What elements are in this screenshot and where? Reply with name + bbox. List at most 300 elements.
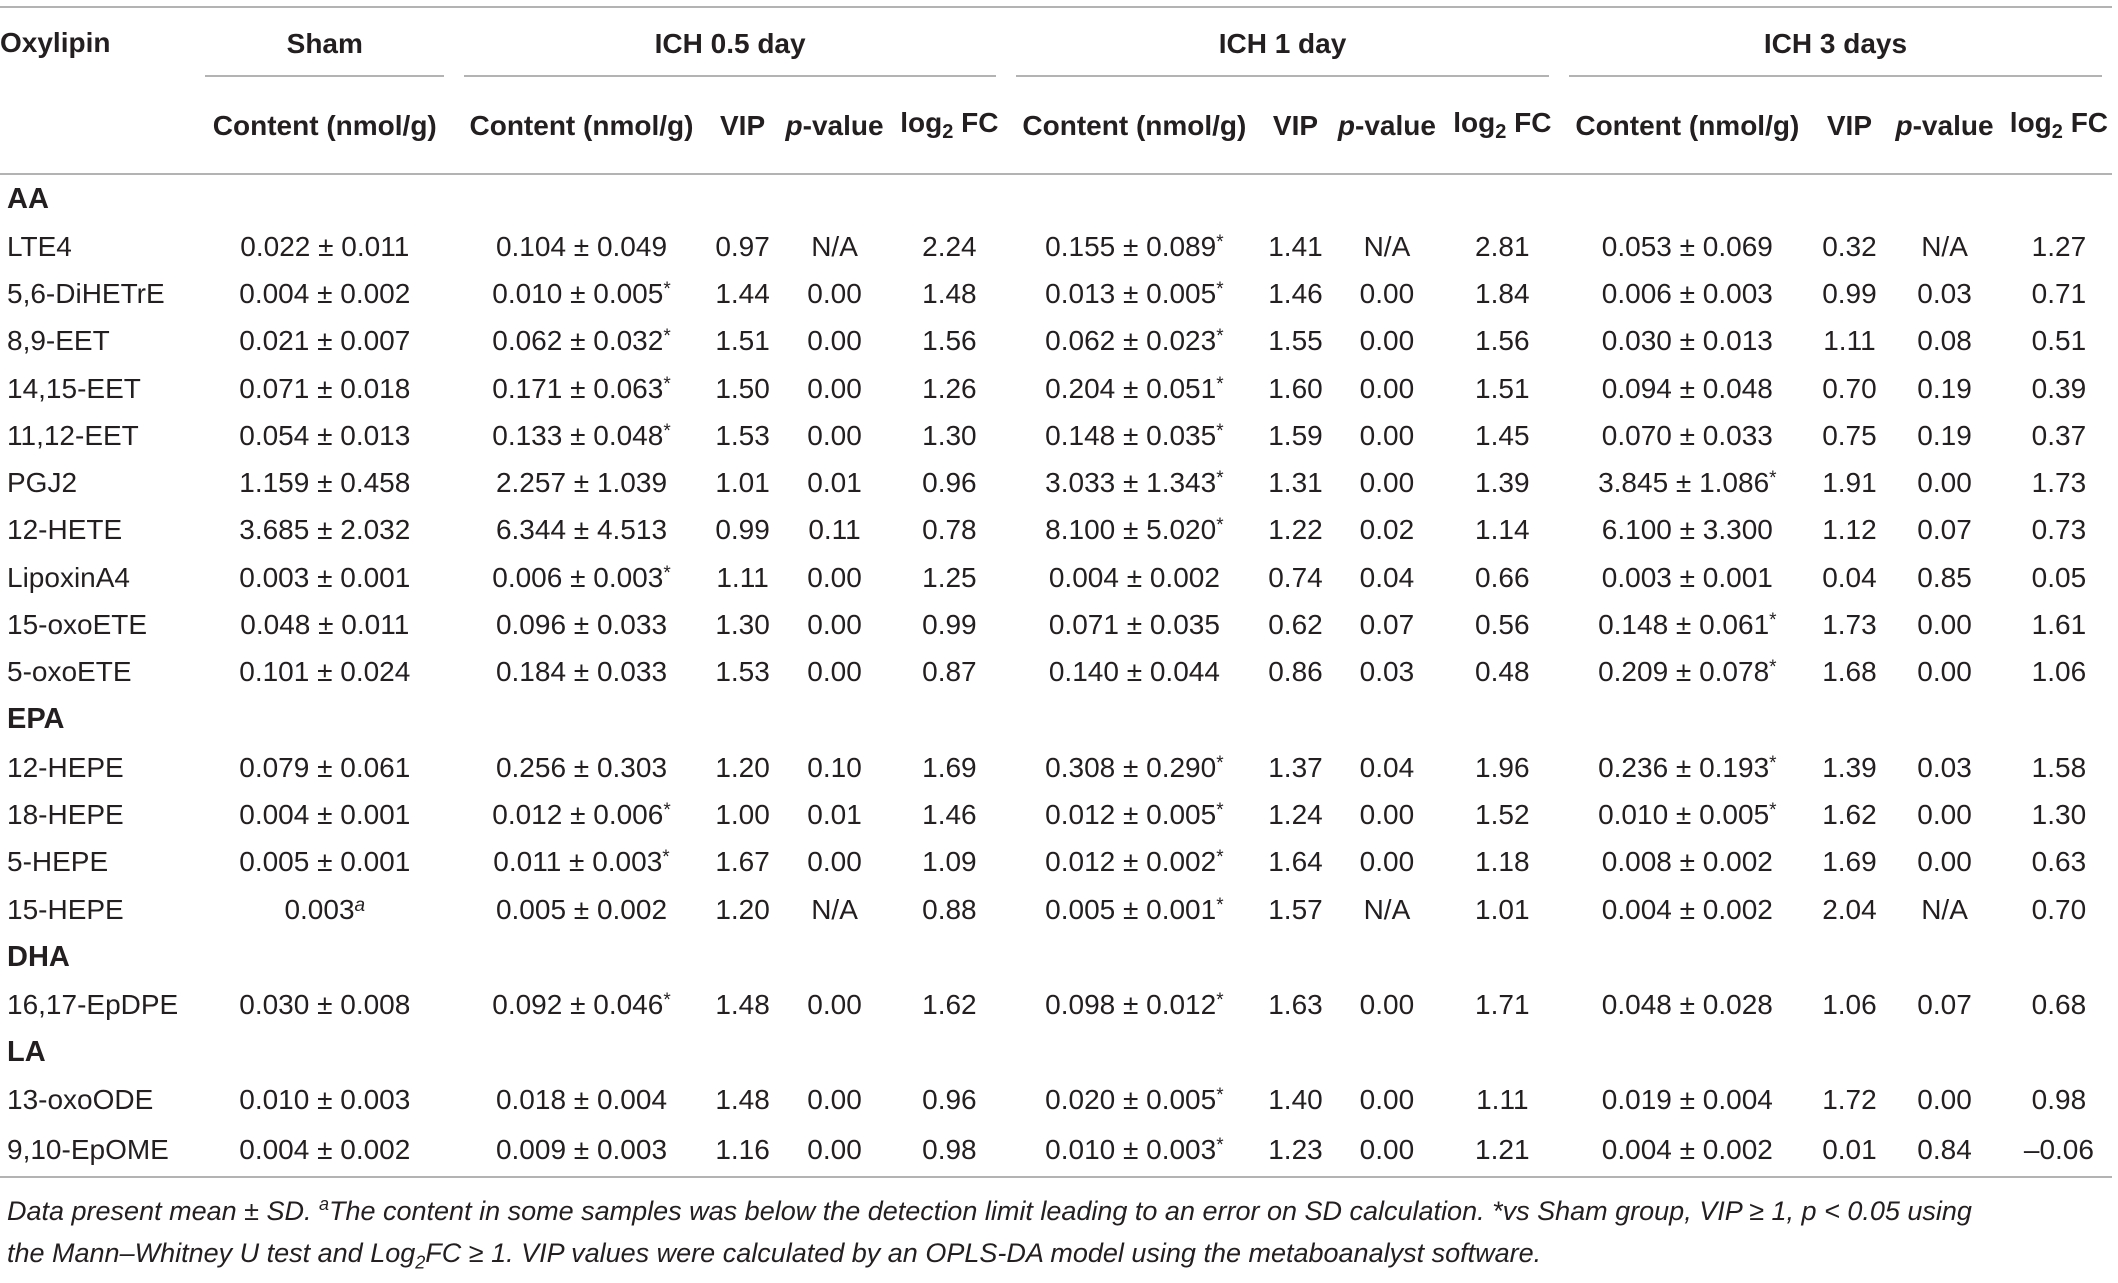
pvalue-cell: 0.01 <box>807 798 862 830</box>
vip-cell: 1.44 <box>715 277 770 309</box>
significance-marker: * <box>1216 231 1224 253</box>
vip-cell: 1.39 <box>1822 751 1877 783</box>
content-cell: 6.100 ± 3.300 <box>1601 514 1773 546</box>
content-cell: 0.030 ± 0.013 <box>1601 325 1773 357</box>
table-row <box>0 1076 2112 1123</box>
significance-marker: * <box>1216 515 1224 537</box>
section-label: LA <box>7 1035 46 1068</box>
significance-marker: * <box>663 278 671 300</box>
content-cell: 0.140 ± 0.044 <box>1048 656 1220 688</box>
significance-marker: * <box>1769 799 1777 821</box>
vip-cell: 1.01 <box>715 467 770 499</box>
vip-cell: 0.75 <box>1822 419 1877 451</box>
content-cell: 0.256 ± 0.303 <box>495 751 668 783</box>
group-header-sham: Sham <box>195 7 454 78</box>
significance-marker: * <box>1216 1134 1224 1156</box>
pvalue-cell: 0.00 <box>1917 1084 1972 1116</box>
log2fc-cell: 0.73 <box>2031 514 2087 546</box>
pvalue-cell: N/A <box>1363 893 1411 925</box>
vip-cell: 1.30 <box>715 609 770 641</box>
content-header: Content (nmol/g) <box>1022 109 1247 141</box>
log2fc-cell: 1.96 <box>1475 751 1530 783</box>
pvalue-cell: 0.03 <box>1917 751 1972 783</box>
oxylipin-name-cell: 12-HETE <box>7 514 123 546</box>
oxylipin-name-cell: 12-HEPE <box>7 751 124 783</box>
significance-marker: * <box>1216 752 1224 774</box>
vip-cell: 1.06 <box>1822 988 1877 1020</box>
section-header-row <box>0 933 2112 981</box>
content-header: Content (nmol/g) <box>469 109 694 141</box>
content-cell: 0.053 ± 0.069 <box>1601 230 1773 262</box>
significance-marker: * <box>663 373 671 395</box>
content-cell: 0.005 ± 0.002 <box>495 893 668 925</box>
vip-cell: 1.16 <box>715 1133 770 1165</box>
log2fc-cell: 1.25 <box>922 561 977 593</box>
group-header-ich-0-5-day: ICH 0.5 day <box>454 7 1006 78</box>
content-cell: 0.010 ± 0.005* <box>1598 798 1777 830</box>
pvalue-cell: 0.10 <box>807 751 862 783</box>
pvalue-cell: 0.04 <box>1359 561 1415 593</box>
vip-cell: 0.01 <box>1822 1133 1877 1165</box>
vip-cell: 0.86 <box>1268 656 1323 688</box>
table-row <box>0 318 2112 365</box>
vip-cell: 1.64 <box>1268 846 1323 878</box>
vip-cell: 1.24 <box>1268 798 1323 830</box>
significance-marker: * <box>1769 610 1777 632</box>
section-header-row <box>0 1028 2112 1076</box>
significance-marker: * <box>662 847 670 869</box>
table-row <box>0 554 2112 601</box>
group-header-ich-3-days: ICH 3 days <box>1559 7 2112 78</box>
sham-content-cell: 3.685 ± 2.032 <box>239 514 411 546</box>
table-row <box>0 1124 2112 1177</box>
log2fc-header: $\log_2$ FC <box>1453 107 1552 143</box>
pvalue-cell: 0.00 <box>807 1133 862 1165</box>
oxylipin-header: Oxylipin <box>0 27 111 58</box>
vip-cell: 1.41 <box>1268 230 1323 262</box>
log2fc-cell: 0.68 <box>2031 988 2087 1020</box>
pvalue-header: p-value <box>785 109 884 141</box>
content-cell: 0.004 ± 0.002 <box>1048 561 1220 593</box>
log2fc-cell: 0.56 <box>1475 609 1530 641</box>
content-cell: 0.010 ± 0.003* <box>1045 1133 1224 1165</box>
pvalue-cell: 0.00 <box>807 609 862 641</box>
section-label: AA <box>7 182 49 215</box>
pvalue-cell: 0.00 <box>807 419 862 451</box>
table-row <box>0 459 2112 506</box>
table-row <box>0 223 2112 270</box>
log2fc-cell: –0.06 <box>2023 1133 2094 1165</box>
pvalue-cell: 0.00 <box>807 656 862 688</box>
log2fc-cell: 1.51 <box>1475 372 1530 404</box>
log2fc-cell: 0.88 <box>922 893 977 925</box>
content-cell: 0.005 ± 0.001* <box>1045 893 1224 925</box>
pvalue-cell: 0.02 <box>1359 514 1415 546</box>
oxylipin-name-cell: LipoxinA4 <box>7 561 130 593</box>
table-row <box>0 744 2112 791</box>
pvalue-cell: 0.00 <box>807 561 862 593</box>
content-cell: 0.209 ± 0.078* <box>1598 656 1777 688</box>
vip-cell: 1.59 <box>1268 419 1323 451</box>
pvalue-cell: 0.00 <box>1359 1133 1415 1165</box>
oxylipin-table <box>0 6 2112 1178</box>
sham-content-cell: 0.005 ± 0.001 <box>239 846 411 878</box>
significance-marker: * <box>663 799 671 821</box>
table-row <box>0 507 2112 554</box>
table-row <box>0 981 2112 1028</box>
vip-cell: 1.63 <box>1268 988 1323 1020</box>
content-cell: 0.008 ± 0.002 <box>1601 846 1773 878</box>
vip-cell: 1.20 <box>715 893 770 925</box>
content-cell: 0.048 ± 0.028 <box>1601 988 1773 1020</box>
pvalue-cell: 0.00 <box>1359 277 1415 309</box>
pvalue-cell: 0.00 <box>1917 846 1972 878</box>
log2fc-cell: 1.62 <box>922 988 977 1020</box>
vip-cell: 1.48 <box>715 988 770 1020</box>
log2fc-cell: 0.71 <box>2031 277 2087 309</box>
significance-marker: * <box>663 562 671 584</box>
pvalue-header: p-value <box>1337 109 1436 141</box>
log2fc-cell: 0.96 <box>922 1084 977 1116</box>
content-cell: 0.096 ± 0.033 <box>495 609 668 641</box>
log2fc-cell: 2.24 <box>922 230 977 262</box>
pvalue-cell: 0.07 <box>1917 514 1972 546</box>
pvalue-cell: 0.85 <box>1917 561 1972 593</box>
log2fc-cell: 0.70 <box>2031 893 2087 925</box>
content-cell: 0.148 ± 0.035* <box>1045 419 1224 451</box>
content-cell: 0.308 ± 0.290* <box>1045 751 1224 783</box>
log2fc-cell: 1.30 <box>2031 798 2087 830</box>
vip-cell: 1.53 <box>715 656 770 688</box>
pvalue-cell: 0.08 <box>1917 325 1972 357</box>
content-cell: 6.344 ± 4.513 <box>495 514 668 546</box>
content-cell: 0.071 ± 0.035 <box>1048 609 1220 641</box>
pvalue-cell: 0.00 <box>1359 988 1415 1020</box>
vip-cell: 2.04 <box>1822 893 1877 925</box>
pvalue-cell: N/A <box>811 230 858 262</box>
sham-content-cell: 0.003$^a$ <box>284 893 366 925</box>
significance-marker: * <box>1216 278 1224 300</box>
content-cell: 0.012 ± 0.005* <box>1045 798 1224 830</box>
log2fc-cell: 1.71 <box>1475 988 1530 1020</box>
oxylipin-name-cell: 16,17-EpDPE <box>7 988 179 1020</box>
content-cell: 0.148 ± 0.061* <box>1598 609 1777 641</box>
vip-header: VIP <box>1826 109 1873 141</box>
vip-cell: 1.51 <box>715 325 770 357</box>
content-cell: 0.012 ± 0.002* <box>1045 846 1224 878</box>
vip-cell: 1.67 <box>715 846 770 878</box>
vip-cell: 1.46 <box>1268 277 1323 309</box>
content-cell: 0.019 ± 0.004 <box>1601 1084 1773 1116</box>
content-cell: 0.204 ± 0.051* <box>1045 372 1224 404</box>
content-cell: 0.092 ± 0.046* <box>492 988 671 1020</box>
vip-cell: 1.60 <box>1268 372 1323 404</box>
sham-content-cell: 0.004 ± 0.002 <box>239 1133 411 1165</box>
oxylipin-name-cell: 8,9-EET <box>7 325 110 357</box>
oxylipin-name-cell: 15-HEPE <box>7 893 124 925</box>
pvalue-cell: 0.07 <box>1359 609 1415 641</box>
significance-marker: * <box>1216 847 1224 869</box>
table-footnote <box>7 1183 2112 1283</box>
oxylipin-name-cell: 9,10-EpOME <box>7 1133 169 1165</box>
section-header-row <box>0 174 2112 223</box>
log2fc-cell: 1.21 <box>1475 1133 1530 1165</box>
vip-cell: 0.62 <box>1268 609 1323 641</box>
vip-cell: 0.99 <box>1822 277 1877 309</box>
content-cell: 0.003 ± 0.001 <box>1601 561 1773 593</box>
pvalue-header: p-value <box>1895 109 1994 141</box>
log2fc-cell: 1.61 <box>2031 609 2087 641</box>
log2fc-cell: 0.48 <box>1475 656 1530 688</box>
pvalue-cell: N/A <box>1921 893 1968 925</box>
content-cell: 3.033 ± 1.343* <box>1045 467 1224 499</box>
significance-marker: * <box>1216 799 1224 821</box>
oxylipin-name-cell: PGJ2 <box>7 467 78 499</box>
significance-marker: * <box>1216 1085 1224 1107</box>
log2fc-cell: 1.46 <box>922 798 977 830</box>
content-cell: 0.004 ± 0.002 <box>1601 893 1773 925</box>
log2fc-cell: 1.27 <box>2031 230 2087 262</box>
vip-cell: 1.72 <box>1822 1084 1877 1116</box>
content-header: Content (nmol/g) <box>212 109 437 141</box>
vip-cell: 1.31 <box>1268 467 1323 499</box>
oxylipin-name-cell: 18-HEPE <box>7 798 124 830</box>
oxylipin-name-cell: 5,6-DiHETrE <box>7 277 165 309</box>
pvalue-cell: 0.00 <box>1359 846 1415 878</box>
vip-cell: 1.48 <box>715 1084 770 1116</box>
sham-content-cell: 0.071 ± 0.018 <box>239 372 411 404</box>
significance-marker: * <box>1216 420 1224 442</box>
content-cell: 0.171 ± 0.063* <box>492 372 671 404</box>
pvalue-cell: 0.03 <box>1917 277 1972 309</box>
pvalue-cell: 0.00 <box>1917 467 1972 499</box>
pvalue-cell: 0.00 <box>1917 656 1972 688</box>
content-cell: 0.011 ± 0.003* <box>493 846 670 878</box>
pvalue-cell: 0.19 <box>1917 372 1972 404</box>
log2fc-header: $\log_2$ FC <box>2009 107 2109 143</box>
content-cell: 2.257 ± 1.039 <box>495 467 668 499</box>
content-cell: 3.845 ± 1.086* <box>1598 467 1777 499</box>
log2fc-cell: 1.73 <box>2031 467 2087 499</box>
sham-content-cell: 0.021 ± 0.007 <box>239 325 411 357</box>
log2fc-cell: 1.14 <box>1475 514 1530 546</box>
log2fc-cell: 0.66 <box>1475 561 1530 593</box>
vip-cell: 1.68 <box>1822 656 1877 688</box>
content-cell: 0.012 ± 0.006* <box>492 798 671 830</box>
content-cell: 0.155 ± 0.089* <box>1045 230 1224 262</box>
pvalue-cell: N/A <box>811 893 858 925</box>
pvalue-cell: 0.00 <box>1359 419 1415 451</box>
log2fc-cell: 0.37 <box>2031 419 2087 451</box>
content-cell: 0.013 ± 0.005* <box>1045 277 1224 309</box>
vip-cell: 1.40 <box>1268 1084 1323 1116</box>
pvalue-cell: 0.00 <box>807 277 862 309</box>
oxylipin-name-cell: 5-oxoETE <box>7 656 132 688</box>
table-row <box>0 791 2112 838</box>
log2fc-cell: 1.11 <box>1476 1084 1529 1116</box>
content-cell: 0.070 ± 0.033 <box>1601 419 1773 451</box>
vip-cell: 1.00 <box>715 798 770 830</box>
pvalue-cell: 0.04 <box>1359 751 1415 783</box>
log2fc-cell: 1.26 <box>922 372 977 404</box>
significance-marker: * <box>1216 373 1224 395</box>
pvalue-cell: 0.00 <box>1359 798 1415 830</box>
pvalue-cell: 0.00 <box>807 325 862 357</box>
sham-content-cell: 1.159 ± 0.458 <box>239 467 411 499</box>
pvalue-cell: 0.00 <box>807 372 862 404</box>
sham-content-cell: 0.079 ± 0.061 <box>239 751 411 783</box>
significance-marker: * <box>1769 657 1777 679</box>
group-header-ich-1-day: ICH 1 day <box>1006 7 1559 78</box>
pvalue-cell: 0.00 <box>807 988 862 1020</box>
log2fc-cell: 0.99 <box>922 609 977 641</box>
significance-marker: * <box>1216 894 1224 916</box>
empty-header-cell <box>0 78 195 174</box>
vip-cell: 1.11 <box>1823 325 1876 357</box>
footnote-line-1: Data present mean ± SD. $^a$The content in some samples was below the detection limit leading to an error on SD calculation. *vs Sham group, VIP ≥ 1, p < 0.05 using <box>7 1194 1972 1226</box>
sham-content-cell: 0.054 ± 0.013 <box>239 419 411 451</box>
oxylipin-name-cell: 13-oxoODE <box>7 1084 154 1116</box>
significance-marker: * <box>663 420 671 442</box>
log2fc-cell: 1.30 <box>922 419 977 451</box>
log2fc-cell: 0.87 <box>922 656 977 688</box>
pvalue-cell: 0.84 <box>1917 1133 1972 1165</box>
pvalue-cell: 0.00 <box>807 846 862 878</box>
vip-cell: 0.70 <box>1822 372 1877 404</box>
content-cell: 0.184 ± 0.033 <box>495 656 668 688</box>
content-cell: 0.098 ± 0.012* <box>1045 988 1224 1020</box>
log2fc-cell: 1.69 <box>922 751 977 783</box>
pvalue-cell: 0.00 <box>1917 798 1972 830</box>
table-row <box>0 886 2112 933</box>
content-cell: 0.006 ± 0.003* <box>492 561 671 593</box>
log2fc-cell: 1.56 <box>1475 325 1530 357</box>
oxylipin-name-cell: LTE4 <box>7 230 72 262</box>
content-cell: 0.009 ± 0.003 <box>495 1133 668 1165</box>
pvalue-cell: 0.00 <box>1359 372 1415 404</box>
vip-cell: 1.50 <box>715 372 770 404</box>
vip-cell: 1.12 <box>1822 514 1877 546</box>
content-cell: 0.062 ± 0.023* <box>1045 325 1224 357</box>
section-label: DHA <box>7 940 70 973</box>
pvalue-cell: 0.11 <box>808 514 861 546</box>
section-label: EPA <box>7 703 65 736</box>
oxylipin-name-cell: 14,15-EET <box>7 372 141 404</box>
table-row <box>0 270 2112 317</box>
content-cell: 0.020 ± 0.005* <box>1045 1084 1224 1116</box>
oxylipin-name-cell: 15-oxoETE <box>7 609 148 641</box>
log2fc-cell: 0.98 <box>2031 1084 2087 1116</box>
table-row <box>0 412 2112 459</box>
pvalue-cell: 0.00 <box>1359 1084 1415 1116</box>
log2fc-cell: 0.98 <box>922 1133 977 1165</box>
log2fc-cell: 0.63 <box>2031 846 2087 878</box>
content-cell: 0.104 ± 0.049 <box>495 230 668 262</box>
table-row <box>0 839 2112 886</box>
log2fc-cell: 1.45 <box>1475 419 1530 451</box>
significance-marker: * <box>1769 468 1777 490</box>
log2fc-cell: 0.39 <box>2031 372 2087 404</box>
oxylipin-name-cell: 5-HEPE <box>7 846 109 878</box>
sham-content-cell: 0.003 ± 0.001 <box>239 561 411 593</box>
table-row <box>0 649 2112 696</box>
vip-cell: 1.20 <box>715 751 770 783</box>
log2fc-cell: 0.51 <box>2031 325 2087 357</box>
vip-cell: 0.99 <box>715 514 770 546</box>
content-cell: 0.004 ± 0.002 <box>1601 1133 1773 1165</box>
content-cell: 0.018 ± 0.004 <box>495 1084 668 1116</box>
log2fc-header: $\log_2$ FC <box>900 107 999 143</box>
sham-content-cell: 0.030 ± 0.008 <box>239 988 411 1020</box>
log2fc-cell: 1.48 <box>922 277 977 309</box>
vip-cell: 1.11 <box>716 561 769 593</box>
log2fc-cell: 1.56 <box>922 325 977 357</box>
vip-cell: 1.22 <box>1268 514 1323 546</box>
vip-cell: 1.69 <box>1822 846 1877 878</box>
table-body <box>0 174 2112 1177</box>
vip-cell: 1.53 <box>715 419 770 451</box>
section-header-row <box>0 696 2112 744</box>
log2fc-cell: 0.96 <box>922 467 977 499</box>
pvalue-cell: 0.01 <box>807 467 862 499</box>
pvalue-cell: N/A <box>1921 230 1968 262</box>
significance-marker: * <box>663 326 671 348</box>
vip-cell: 1.62 <box>1822 798 1877 830</box>
sham-content-cell: 0.004 ± 0.002 <box>239 277 411 309</box>
content-cell: 0.010 ± 0.005* <box>492 277 671 309</box>
column-header-row <box>0 78 2112 174</box>
sham-content-cell: 0.101 ± 0.024 <box>239 656 411 688</box>
log2fc-cell: 1.09 <box>922 846 977 878</box>
log2fc-cell: 0.78 <box>922 514 977 546</box>
vip-cell: 1.23 <box>1268 1133 1323 1165</box>
content-cell: 0.133 ± 0.048* <box>492 419 671 451</box>
table-row <box>0 601 2112 648</box>
pvalue-cell: 0.00 <box>807 1084 862 1116</box>
log2fc-cell: 2.81 <box>1475 230 1530 262</box>
significance-marker: * <box>1216 326 1224 348</box>
log2fc-cell: 1.84 <box>1475 277 1530 309</box>
log2fc-cell: 1.18 <box>1475 846 1530 878</box>
pvalue-cell: 0.00 <box>1917 609 1972 641</box>
vip-cell: 1.37 <box>1268 751 1323 783</box>
significance-marker: * <box>1216 989 1224 1011</box>
content-cell: 8.100 ± 5.020* <box>1045 514 1224 546</box>
pvalue-cell: 0.07 <box>1917 988 1972 1020</box>
log2fc-cell: 0.05 <box>2031 561 2087 593</box>
pvalue-cell: 0.03 <box>1359 656 1415 688</box>
vip-cell: 1.57 <box>1268 893 1323 925</box>
pvalue-cell: 0.19 <box>1917 419 1972 451</box>
content-cell: 0.094 ± 0.048 <box>1601 372 1773 404</box>
significance-marker: * <box>1216 468 1224 490</box>
vip-cell: 1.73 <box>1822 609 1877 641</box>
significance-marker: * <box>1769 752 1777 774</box>
content-cell: 0.062 ± 0.032* <box>492 325 671 357</box>
vip-cell: 0.32 <box>1822 230 1877 262</box>
vip-cell: 0.74 <box>1268 561 1323 593</box>
content-cell: 0.236 ± 0.193* <box>1598 751 1777 783</box>
footnote-line-2: the Mann–Whitney U test and Log$_2$FC ≥ 1. VIP values were calculated by an OPLS-DA model using the metaboanalyst software. <box>7 1238 1542 1273</box>
vip-header: VIP <box>1272 109 1319 141</box>
vip-header: VIP <box>720 109 766 141</box>
log2fc-cell: 1.06 <box>2031 656 2087 688</box>
pvalue-cell: 0.00 <box>1359 325 1415 357</box>
log2fc-cell: 1.52 <box>1475 798 1530 830</box>
vip-cell: 0.04 <box>1822 561 1877 593</box>
significance-marker: * <box>663 989 671 1011</box>
content-cell: 0.006 ± 0.003 <box>1601 277 1773 309</box>
